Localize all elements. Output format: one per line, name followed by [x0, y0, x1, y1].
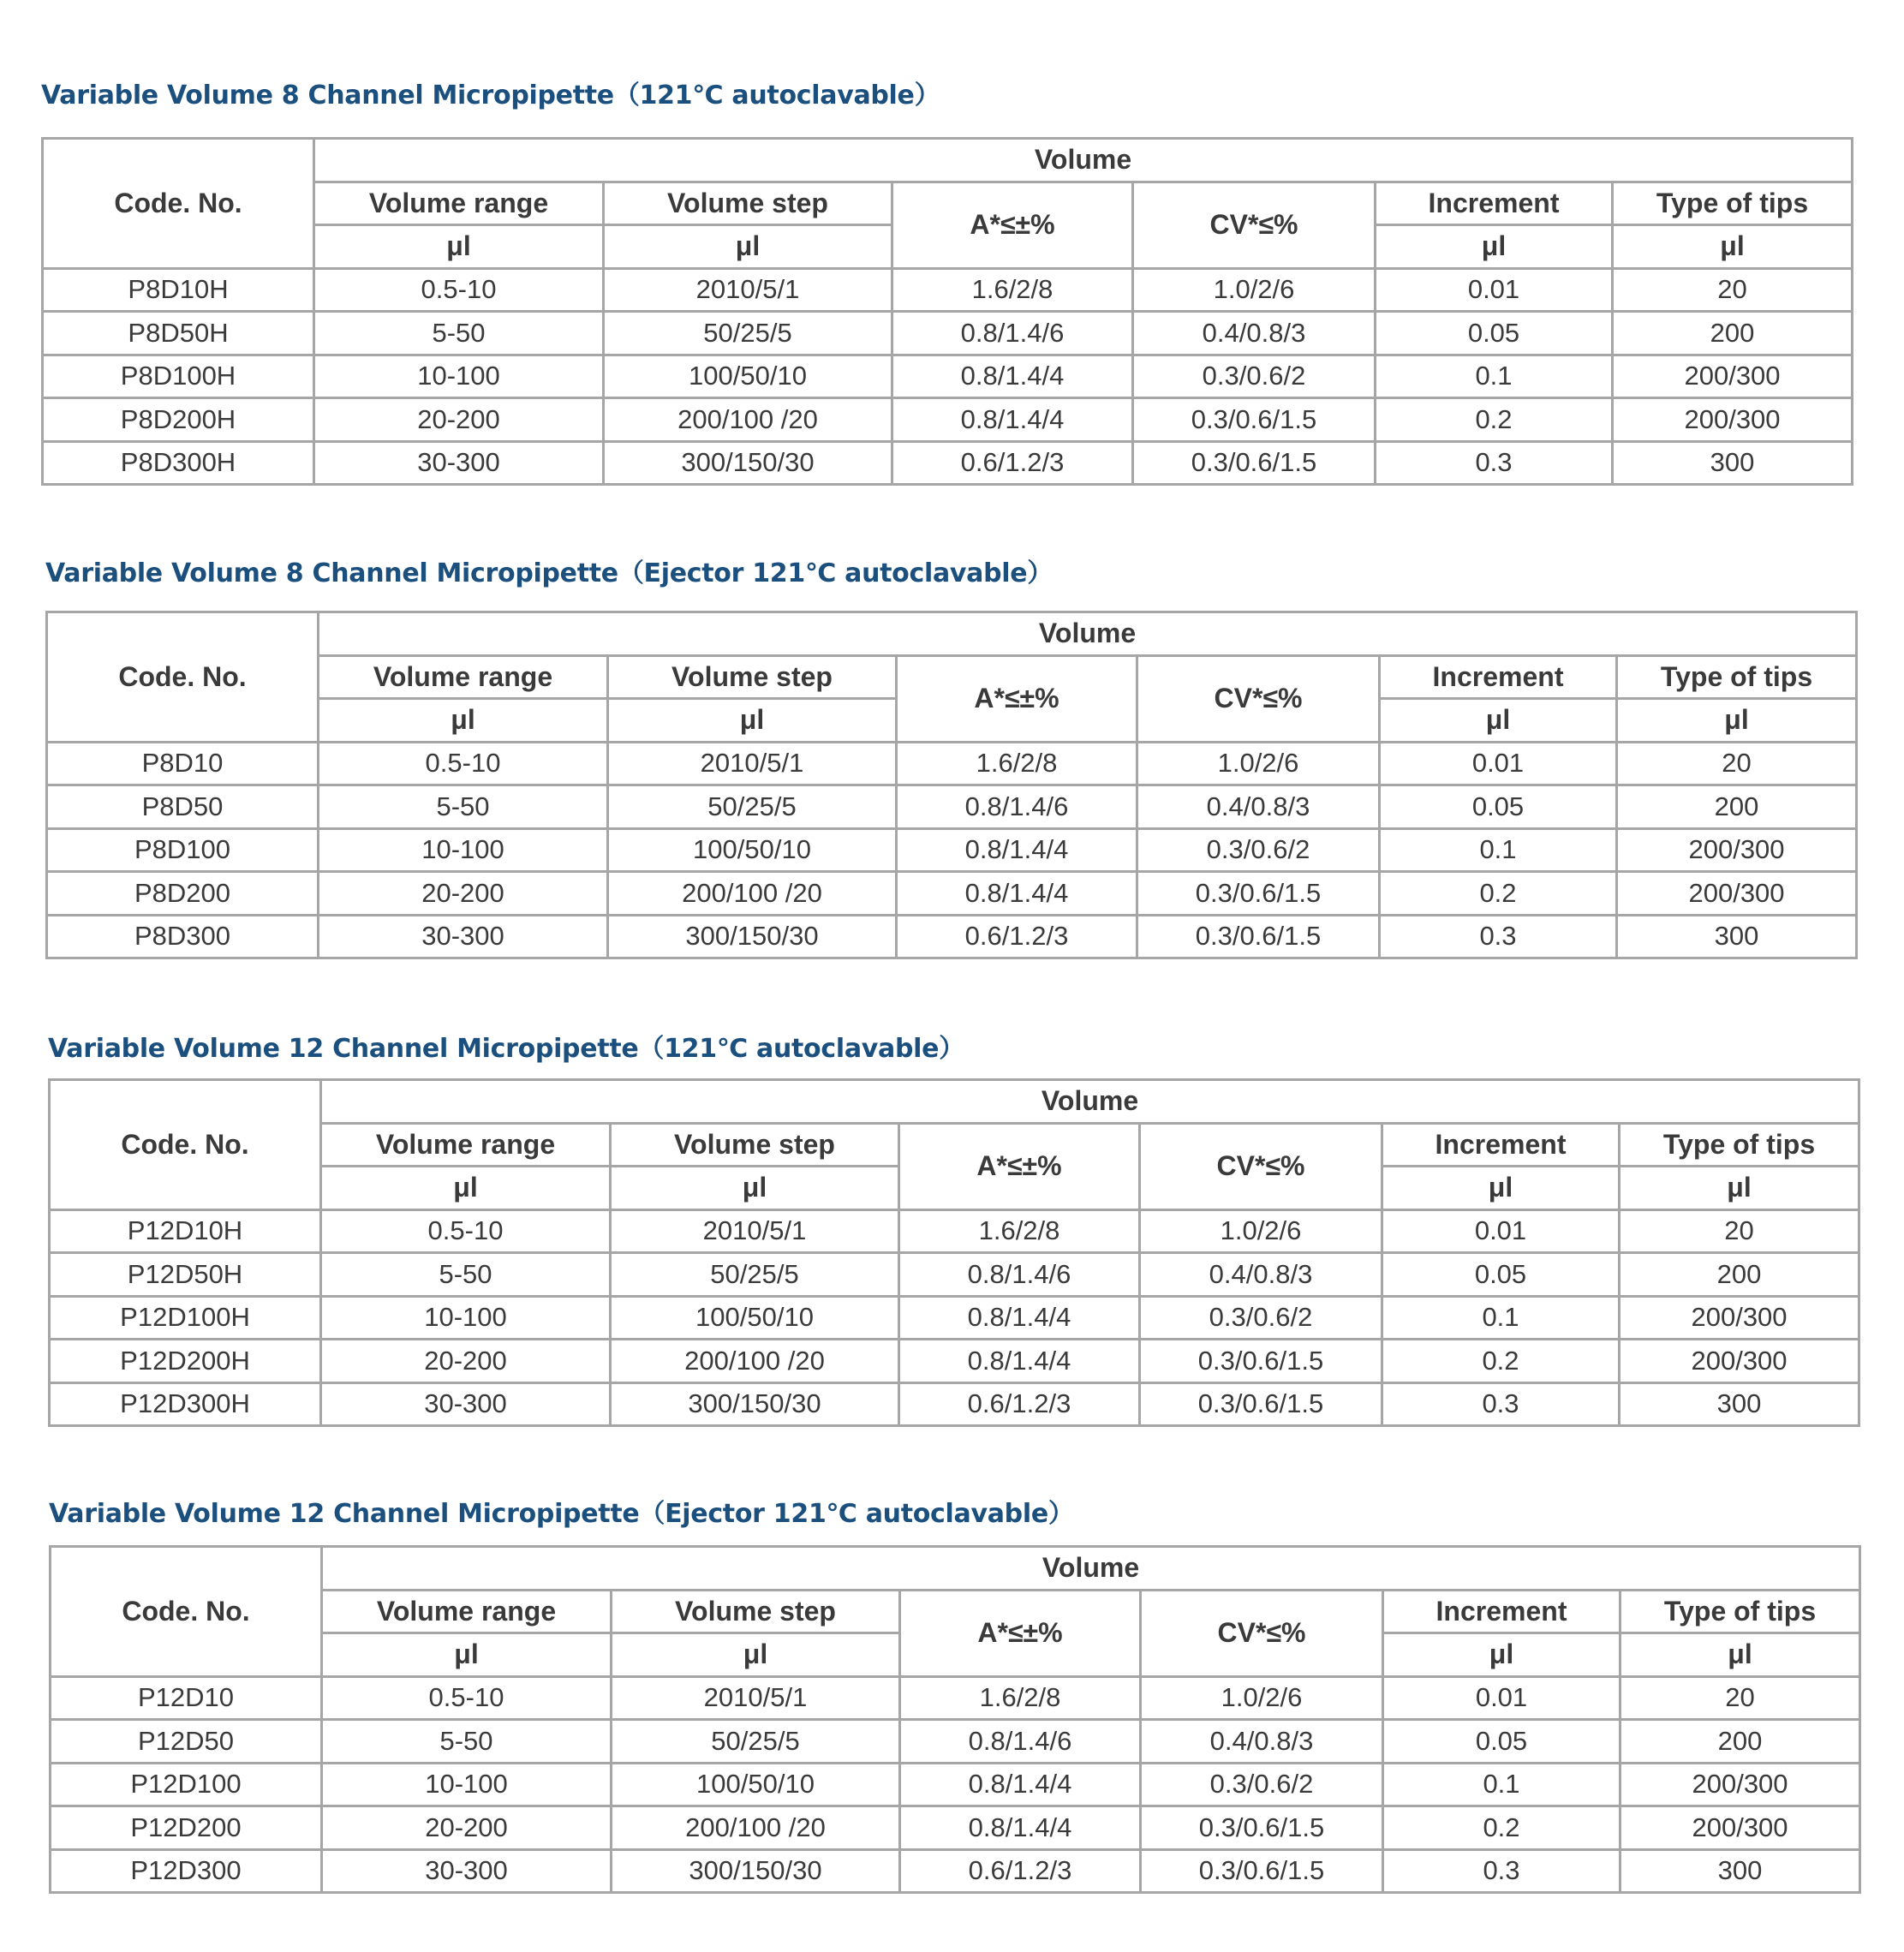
increment-header: Increment [1380, 655, 1617, 699]
cell-step: 200/100 /20 [611, 1340, 899, 1383]
volume-header: Volume [319, 612, 1857, 656]
cell-inc: 0.1 [1382, 1296, 1620, 1340]
table-row [51, 1676, 1860, 1720]
cell-tips: 20 [1617, 742, 1857, 785]
cell-acc: 0.8/1.4/6 [897, 785, 1137, 829]
volume-step-unit: μl [604, 225, 892, 269]
cell-range: 30-300 [322, 1849, 612, 1893]
table-row [47, 742, 1857, 785]
cell-acc: 0.8/1.4/4 [899, 1340, 1140, 1383]
cell-range: 0.5-10 [319, 742, 608, 785]
cell-step: 100/50/10 [612, 1763, 900, 1806]
cell-acc: 1.6/2/8 [892, 268, 1133, 312]
cell-range: 30-300 [321, 1382, 611, 1426]
cell-cv: 0.3/0.6/2 [1140, 1296, 1382, 1340]
spec-table [48, 1078, 1860, 1427]
cell-range: 10-100 [314, 355, 604, 398]
volume-step-header: Volume step [612, 1590, 900, 1633]
cell-tips: 200/300 [1617, 872, 1857, 916]
cell-range: 10-100 [322, 1763, 612, 1806]
cell-code: P8D200 [47, 872, 319, 916]
section-title: Variable Volume 12 Channel Micropipette（121℃ autoclavable） [48, 1034, 964, 1064]
cell-inc: 0.2 [1376, 398, 1613, 442]
table-row [50, 1296, 1859, 1340]
cell-code: P12D100 [51, 1763, 322, 1806]
increment-header: Increment [1383, 1590, 1620, 1633]
cell-step: 200/100 /20 [604, 398, 892, 442]
cell-code: P8D200H [43, 398, 314, 442]
cell-range: 20-200 [314, 398, 604, 442]
cell-range: 5-50 [321, 1253, 611, 1297]
cell-tips: 200/300 [1613, 398, 1853, 442]
cell-acc: 0.8/1.4/4 [899, 1296, 1140, 1340]
cell-cv: 1.0/2/6 [1133, 268, 1376, 312]
cell-range: 0.5-10 [314, 268, 604, 312]
cell-acc: 0.8/1.4/4 [892, 355, 1133, 398]
cell-inc: 0.01 [1382, 1209, 1620, 1253]
cv-header: CV*≤% [1137, 655, 1380, 742]
cell-tips: 200/300 [1620, 1340, 1859, 1383]
cell-cv: 1.0/2/6 [1137, 742, 1380, 785]
cell-range: 10-100 [321, 1296, 611, 1340]
table-row [43, 355, 1853, 398]
accuracy-header: A*≤±% [899, 1123, 1140, 1209]
table-row [47, 872, 1857, 916]
spec-table [49, 1545, 1861, 1894]
cell-acc: 0.8/1.4/4 [897, 828, 1137, 872]
cell-code: P12D10 [51, 1676, 322, 1720]
accuracy-header: A*≤±% [897, 655, 1137, 742]
cell-tips: 200/300 [1620, 1763, 1860, 1806]
cv-header: CV*≤% [1133, 182, 1376, 268]
cell-acc: 0.6/1.2/3 [892, 441, 1133, 485]
cell-step: 300/150/30 [608, 915, 897, 958]
cell-cv: 0.4/0.8/3 [1137, 785, 1380, 829]
cell-step: 2010/5/1 [611, 1209, 899, 1253]
cell-tips: 300 [1620, 1849, 1860, 1893]
cell-step: 100/50/10 [604, 355, 892, 398]
increment-unit: μl [1376, 225, 1613, 269]
cell-acc: 0.6/1.2/3 [897, 915, 1137, 958]
cell-acc: 0.8/1.4/4 [897, 872, 1137, 916]
cell-acc: 1.6/2/8 [899, 1209, 1140, 1253]
volume-header: Volume [322, 1547, 1860, 1591]
cell-cv: 0.3/0.6/2 [1137, 828, 1380, 872]
header-row [43, 182, 1853, 225]
volume-range-unit: μl [322, 1633, 612, 1677]
cell-code: P12D300 [51, 1849, 322, 1893]
volume-step-unit: μl [612, 1633, 900, 1677]
table-row [50, 1253, 1859, 1297]
header-row [50, 1080, 1859, 1124]
volume-step-unit: μl [608, 699, 897, 743]
cell-acc: 1.6/2/8 [897, 742, 1137, 785]
type-of-tips-header: Type of tips [1620, 1123, 1859, 1167]
cell-range: 30-300 [314, 441, 604, 485]
section-title: Variable Volume 8 Channel Micropipette（121℃ autoclavable） [41, 81, 940, 110]
cell-range: 5-50 [319, 785, 608, 829]
volume-range-header: Volume range [322, 1590, 612, 1633]
cell-step: 2010/5/1 [612, 1676, 900, 1720]
table-row [51, 1849, 1860, 1893]
cell-tips: 20 [1620, 1676, 1860, 1720]
cell-range: 20-200 [321, 1340, 611, 1383]
cell-cv: 0.3/0.6/2 [1141, 1763, 1383, 1806]
cell-code: P12D50 [51, 1720, 322, 1764]
volume-step-header: Volume step [611, 1123, 899, 1167]
cell-tips: 200/300 [1620, 1806, 1860, 1850]
cell-step: 300/150/30 [611, 1382, 899, 1426]
header-row [47, 655, 1857, 699]
cell-step: 200/100 /20 [608, 872, 897, 916]
table-row [50, 1340, 1859, 1383]
cell-acc: 1.6/2/8 [900, 1676, 1141, 1720]
table-row [51, 1763, 1860, 1806]
cell-code: P12D50H [50, 1253, 321, 1297]
cell-range: 20-200 [319, 872, 608, 916]
volume-step-header: Volume step [604, 182, 892, 225]
cell-cv: 0.3/0.6/1.5 [1140, 1340, 1382, 1383]
cell-code: P8D100H [43, 355, 314, 398]
cell-inc: 0.05 [1380, 785, 1617, 829]
cell-step: 2010/5/1 [608, 742, 897, 785]
cell-step: 200/100 /20 [612, 1806, 900, 1850]
cell-acc: 0.8/1.4/6 [892, 312, 1133, 355]
cell-tips: 200 [1620, 1720, 1860, 1764]
cell-code: P8D50H [43, 312, 314, 355]
cell-inc: 0.3 [1382, 1382, 1620, 1426]
table-row [50, 1382, 1859, 1426]
header-row [50, 1123, 1859, 1167]
cell-cv: 0.3/0.6/1.5 [1141, 1849, 1383, 1893]
type-of-tips-unit: μl [1617, 699, 1857, 743]
cell-inc: 0.2 [1383, 1806, 1620, 1850]
table-row [47, 915, 1857, 958]
header-row [51, 1547, 1860, 1591]
cell-cv: 0.3/0.6/1.5 [1140, 1382, 1382, 1426]
type-of-tips-unit: μl [1620, 1167, 1859, 1210]
cell-acc: 0.6/1.2/3 [899, 1382, 1140, 1426]
increment-header: Increment [1382, 1123, 1620, 1167]
table-row [47, 785, 1857, 829]
cell-tips: 200/300 [1613, 355, 1853, 398]
code-no-header: Code. No. [47, 612, 319, 743]
cell-cv: 0.3/0.6/1.5 [1137, 915, 1380, 958]
cell-code: P12D200 [51, 1806, 322, 1850]
cell-cv: 0.4/0.8/3 [1140, 1253, 1382, 1297]
cell-code: P12D200H [50, 1340, 321, 1383]
type-of-tips-unit: μl [1613, 225, 1853, 269]
cell-tips: 200 [1620, 1253, 1859, 1297]
type-of-tips-header: Type of tips [1617, 655, 1857, 699]
table-row [51, 1720, 1860, 1764]
cell-code: P8D300 [47, 915, 319, 958]
cell-cv: 0.3/0.6/1.5 [1133, 398, 1376, 442]
cell-inc: 0.01 [1380, 742, 1617, 785]
volume-range-unit: μl [321, 1167, 611, 1210]
table-row [51, 1806, 1860, 1850]
header-row [43, 139, 1853, 182]
code-no-header: Code. No. [43, 139, 314, 269]
cell-inc: 0.05 [1376, 312, 1613, 355]
cell-tips: 20 [1620, 1209, 1859, 1253]
cell-range: 0.5-10 [322, 1676, 612, 1720]
cell-code: P8D10 [47, 742, 319, 785]
volume-range-unit: μl [314, 225, 604, 269]
cell-range: 10-100 [319, 828, 608, 872]
cell-inc: 0.2 [1382, 1340, 1620, 1383]
type-of-tips-unit: μl [1620, 1633, 1860, 1677]
cell-inc: 0.3 [1380, 915, 1617, 958]
cell-code: P12D10H [50, 1209, 321, 1253]
volume-step-unit: μl [611, 1167, 899, 1210]
cell-tips: 200 [1617, 785, 1857, 829]
accuracy-header: A*≤±% [892, 182, 1133, 268]
cell-cv: 1.0/2/6 [1140, 1209, 1382, 1253]
cell-range: 0.5-10 [321, 1209, 611, 1253]
cell-inc: 0.1 [1383, 1763, 1620, 1806]
cell-inc: 0.1 [1376, 355, 1613, 398]
cell-tips: 200 [1613, 312, 1853, 355]
volume-step-header: Volume step [608, 655, 897, 699]
cell-range: 20-200 [322, 1806, 612, 1850]
cell-tips: 20 [1613, 268, 1853, 312]
cell-inc: 0.3 [1376, 441, 1613, 485]
cell-acc: 0.8/1.4/4 [900, 1763, 1141, 1806]
cell-code: P8D300H [43, 441, 314, 485]
volume-header: Volume [321, 1080, 1859, 1124]
volume-range-unit: μl [319, 699, 608, 743]
volume-range-header: Volume range [319, 655, 608, 699]
volume-range-header: Volume range [314, 182, 604, 225]
cell-tips: 300 [1617, 915, 1857, 958]
cell-step: 50/25/5 [612, 1720, 900, 1764]
spec-table [41, 137, 1853, 486]
cell-range: 5-50 [314, 312, 604, 355]
table-row [43, 441, 1853, 485]
table-row [43, 312, 1853, 355]
cell-step: 300/150/30 [604, 441, 892, 485]
type-of-tips-header: Type of tips [1620, 1590, 1860, 1633]
cell-tips: 300 [1620, 1382, 1859, 1426]
cv-header: CV*≤% [1141, 1590, 1383, 1676]
cell-step: 100/50/10 [608, 828, 897, 872]
cell-cv: 0.3/0.6/1.5 [1137, 872, 1380, 916]
cell-code: P12D100H [50, 1296, 321, 1340]
cell-cv: 0.4/0.8/3 [1133, 312, 1376, 355]
increment-unit: μl [1382, 1167, 1620, 1210]
cell-step: 300/150/30 [612, 1849, 900, 1893]
section-title: Variable Volume 12 Channel Micropipette（Ejector 121℃ autoclavable） [49, 1499, 1074, 1529]
cell-step: 50/25/5 [608, 785, 897, 829]
code-no-header: Code. No. [51, 1547, 322, 1677]
table-row [43, 268, 1853, 312]
cell-step: 100/50/10 [611, 1296, 899, 1340]
cell-acc: 0.8/1.4/4 [900, 1806, 1141, 1850]
accuracy-header: A*≤±% [900, 1590, 1141, 1676]
cell-code: P8D50 [47, 785, 319, 829]
header-row [47, 612, 1857, 656]
cell-cv: 0.4/0.8/3 [1141, 1720, 1383, 1764]
cell-code: P8D100 [47, 828, 319, 872]
cell-cv: 0.3/0.6/2 [1133, 355, 1376, 398]
volume-range-header: Volume range [321, 1123, 611, 1167]
cell-tips: 200/300 [1617, 828, 1857, 872]
cell-range: 5-50 [322, 1720, 612, 1764]
table-row [43, 398, 1853, 442]
cell-inc: 0.1 [1380, 828, 1617, 872]
cell-code: P12D300H [50, 1382, 321, 1426]
cell-inc: 0.01 [1383, 1676, 1620, 1720]
code-no-header: Code. No. [50, 1080, 321, 1210]
increment-unit: μl [1383, 1633, 1620, 1677]
cell-tips: 300 [1613, 441, 1853, 485]
cell-cv: 0.3/0.6/1.5 [1141, 1806, 1383, 1850]
cell-acc: 0.8/1.4/6 [899, 1253, 1140, 1297]
increment-unit: μl [1380, 699, 1617, 743]
table-row [47, 828, 1857, 872]
volume-header: Volume [314, 139, 1853, 182]
table-row [50, 1209, 1859, 1253]
cell-range: 30-300 [319, 915, 608, 958]
cell-step: 50/25/5 [611, 1253, 899, 1297]
cv-header: CV*≤% [1140, 1123, 1382, 1209]
cell-tips: 200/300 [1620, 1296, 1859, 1340]
cell-inc: 0.2 [1380, 872, 1617, 916]
cell-cv: 0.3/0.6/1.5 [1133, 441, 1376, 485]
cell-inc: 0.3 [1383, 1849, 1620, 1893]
increment-header: Increment [1376, 182, 1613, 225]
cell-step: 50/25/5 [604, 312, 892, 355]
section-title: Variable Volume 8 Channel Micropipette（Ejector 121℃ autoclavable） [45, 558, 1053, 588]
cell-acc: 0.8/1.4/6 [900, 1720, 1141, 1764]
cell-step: 2010/5/1 [604, 268, 892, 312]
cell-acc: 0.8/1.4/4 [892, 398, 1133, 442]
cell-inc: 0.01 [1376, 268, 1613, 312]
cell-acc: 0.6/1.2/3 [900, 1849, 1141, 1893]
cell-cv: 1.0/2/6 [1141, 1676, 1383, 1720]
cell-code: P8D10H [43, 268, 314, 312]
cell-inc: 0.05 [1382, 1253, 1620, 1297]
spec-table [45, 611, 1858, 959]
cell-inc: 0.05 [1383, 1720, 1620, 1764]
type-of-tips-header: Type of tips [1613, 182, 1853, 225]
header-row [51, 1590, 1860, 1633]
